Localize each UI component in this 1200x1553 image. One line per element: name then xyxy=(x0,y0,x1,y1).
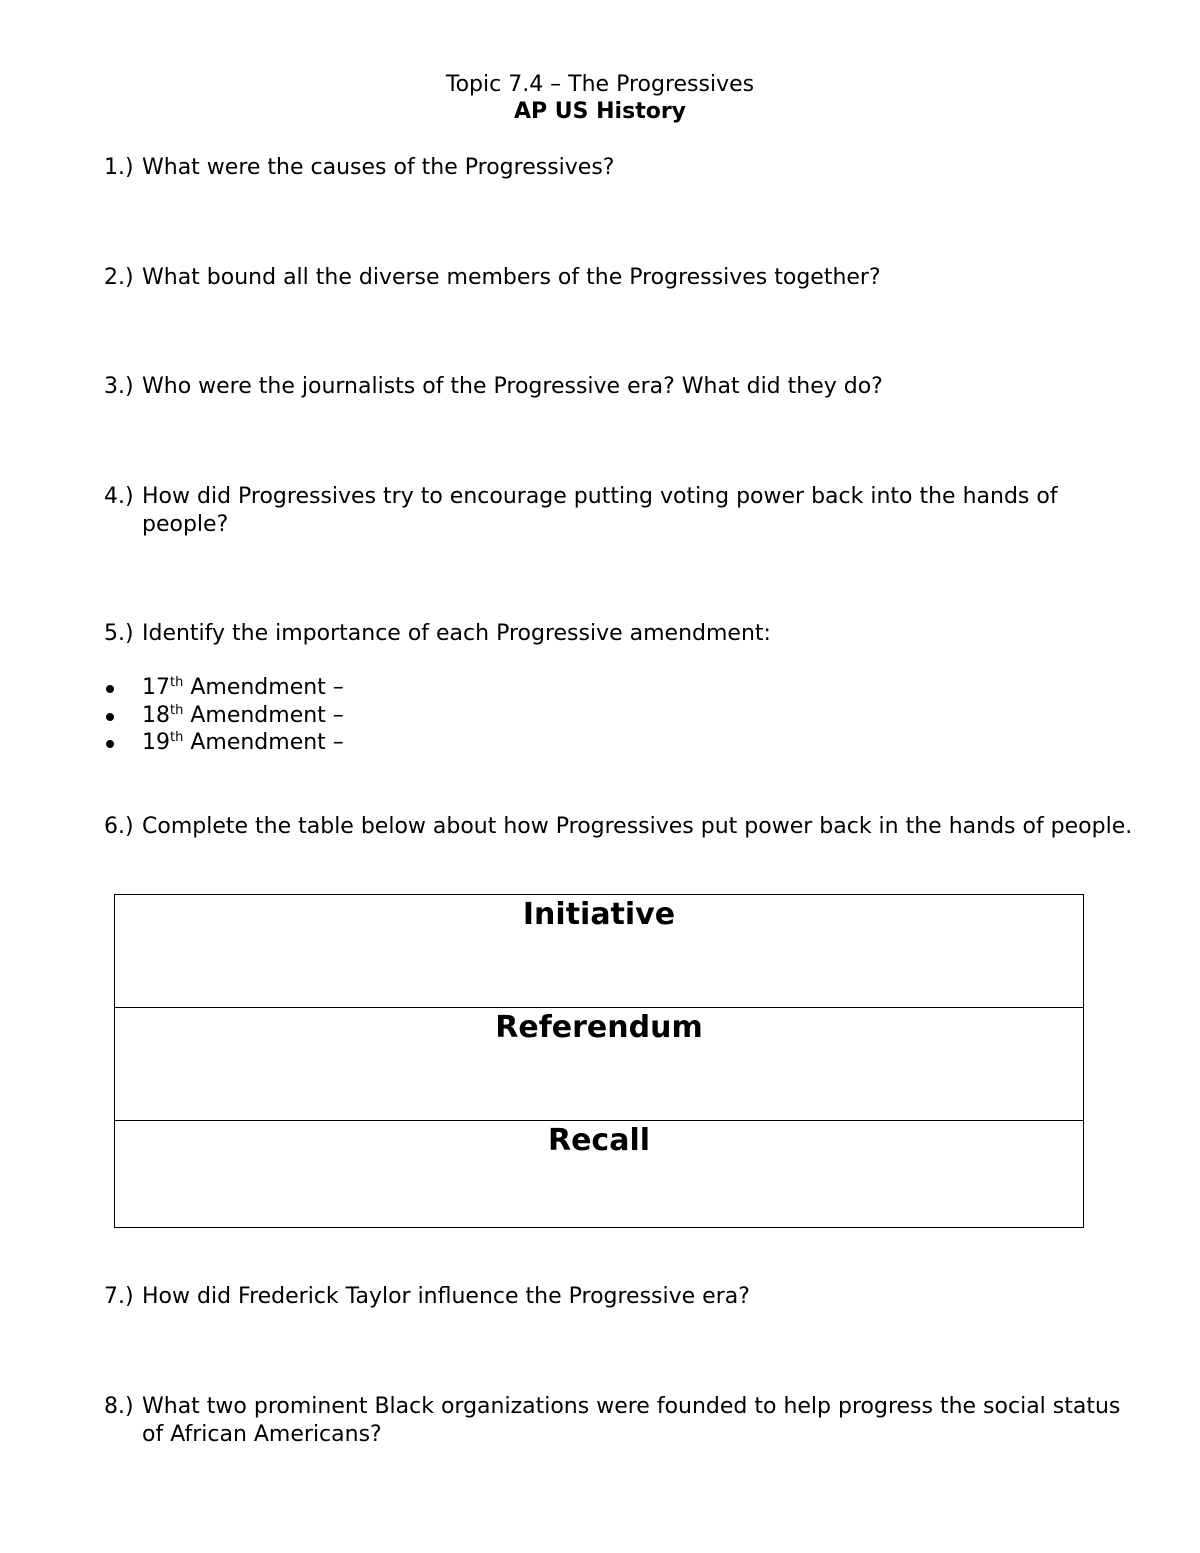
bullet-icon xyxy=(106,713,114,721)
list-item xyxy=(104,674,344,702)
amendment-label: Amendment – xyxy=(190,702,344,728)
question-text: How did Progressives try to encourage putting voting power back into the hands of people? xyxy=(142,484,1058,537)
ordinal-suffix: th xyxy=(170,702,184,718)
question-text: What two prominent Black organizations were founded to help progress the social status of African Americans? xyxy=(142,1394,1121,1447)
question-number: 3.) xyxy=(104,374,134,399)
list-item xyxy=(104,702,344,730)
question-number: 2.) xyxy=(104,265,134,290)
question-number: 6.) xyxy=(104,814,134,839)
question-number: 4.) xyxy=(104,484,134,509)
ordinal-suffix: th xyxy=(170,675,184,690)
question-text: How did Frederick Taylor influence the Progressive era? xyxy=(142,1284,750,1309)
ordinal-suffix: th xyxy=(170,730,184,745)
question-2 xyxy=(104,264,1144,292)
question-3 xyxy=(104,373,1144,401)
amendment-number: 17 xyxy=(142,675,170,700)
question-text: What bound all the diverse members of the Progressives together? xyxy=(142,265,881,290)
question-4 xyxy=(104,483,1144,539)
amendment-label: Amendment – xyxy=(190,675,344,700)
question-7 xyxy=(104,1283,1144,1311)
bullet-icon xyxy=(106,685,114,693)
question-number: 5.) xyxy=(104,621,134,646)
table-row-recall[interactable]: Recall xyxy=(547,1123,651,1158)
amendment-number: 19 xyxy=(142,730,170,755)
question-text: What were the causes of the Progressives? xyxy=(142,155,615,180)
list-item xyxy=(104,729,344,757)
page-title: Topic 7.4 – The Progressives xyxy=(445,72,755,97)
table-row-initiative[interactable]: Initiative xyxy=(115,895,1083,1008)
page-subtitle: AP US History xyxy=(513,99,687,124)
question-5 xyxy=(104,620,1144,648)
question-text: Complete the table below about how Progressives put power back in the hands of people. xyxy=(142,814,1133,839)
question-text: Identify the importance of each Progressive amendment: xyxy=(142,621,771,646)
amendment-number: 18 xyxy=(142,702,170,728)
power-table xyxy=(114,894,1084,1228)
question-number: 1.) xyxy=(104,155,134,180)
question-1 xyxy=(104,154,1144,182)
question-8 xyxy=(104,1393,1144,1449)
table-row-referendum[interactable]: Referendum xyxy=(115,1008,1083,1121)
question-number: 8.) xyxy=(104,1394,134,1419)
bullet-icon xyxy=(106,740,114,748)
question-6 xyxy=(104,813,1144,841)
question-text: Who were the journalists of the Progressive era? What did they do? xyxy=(142,374,883,399)
question-number: 7.) xyxy=(104,1284,134,1309)
amendment-label: Amendment – xyxy=(190,730,344,755)
amendment-list xyxy=(104,674,344,757)
